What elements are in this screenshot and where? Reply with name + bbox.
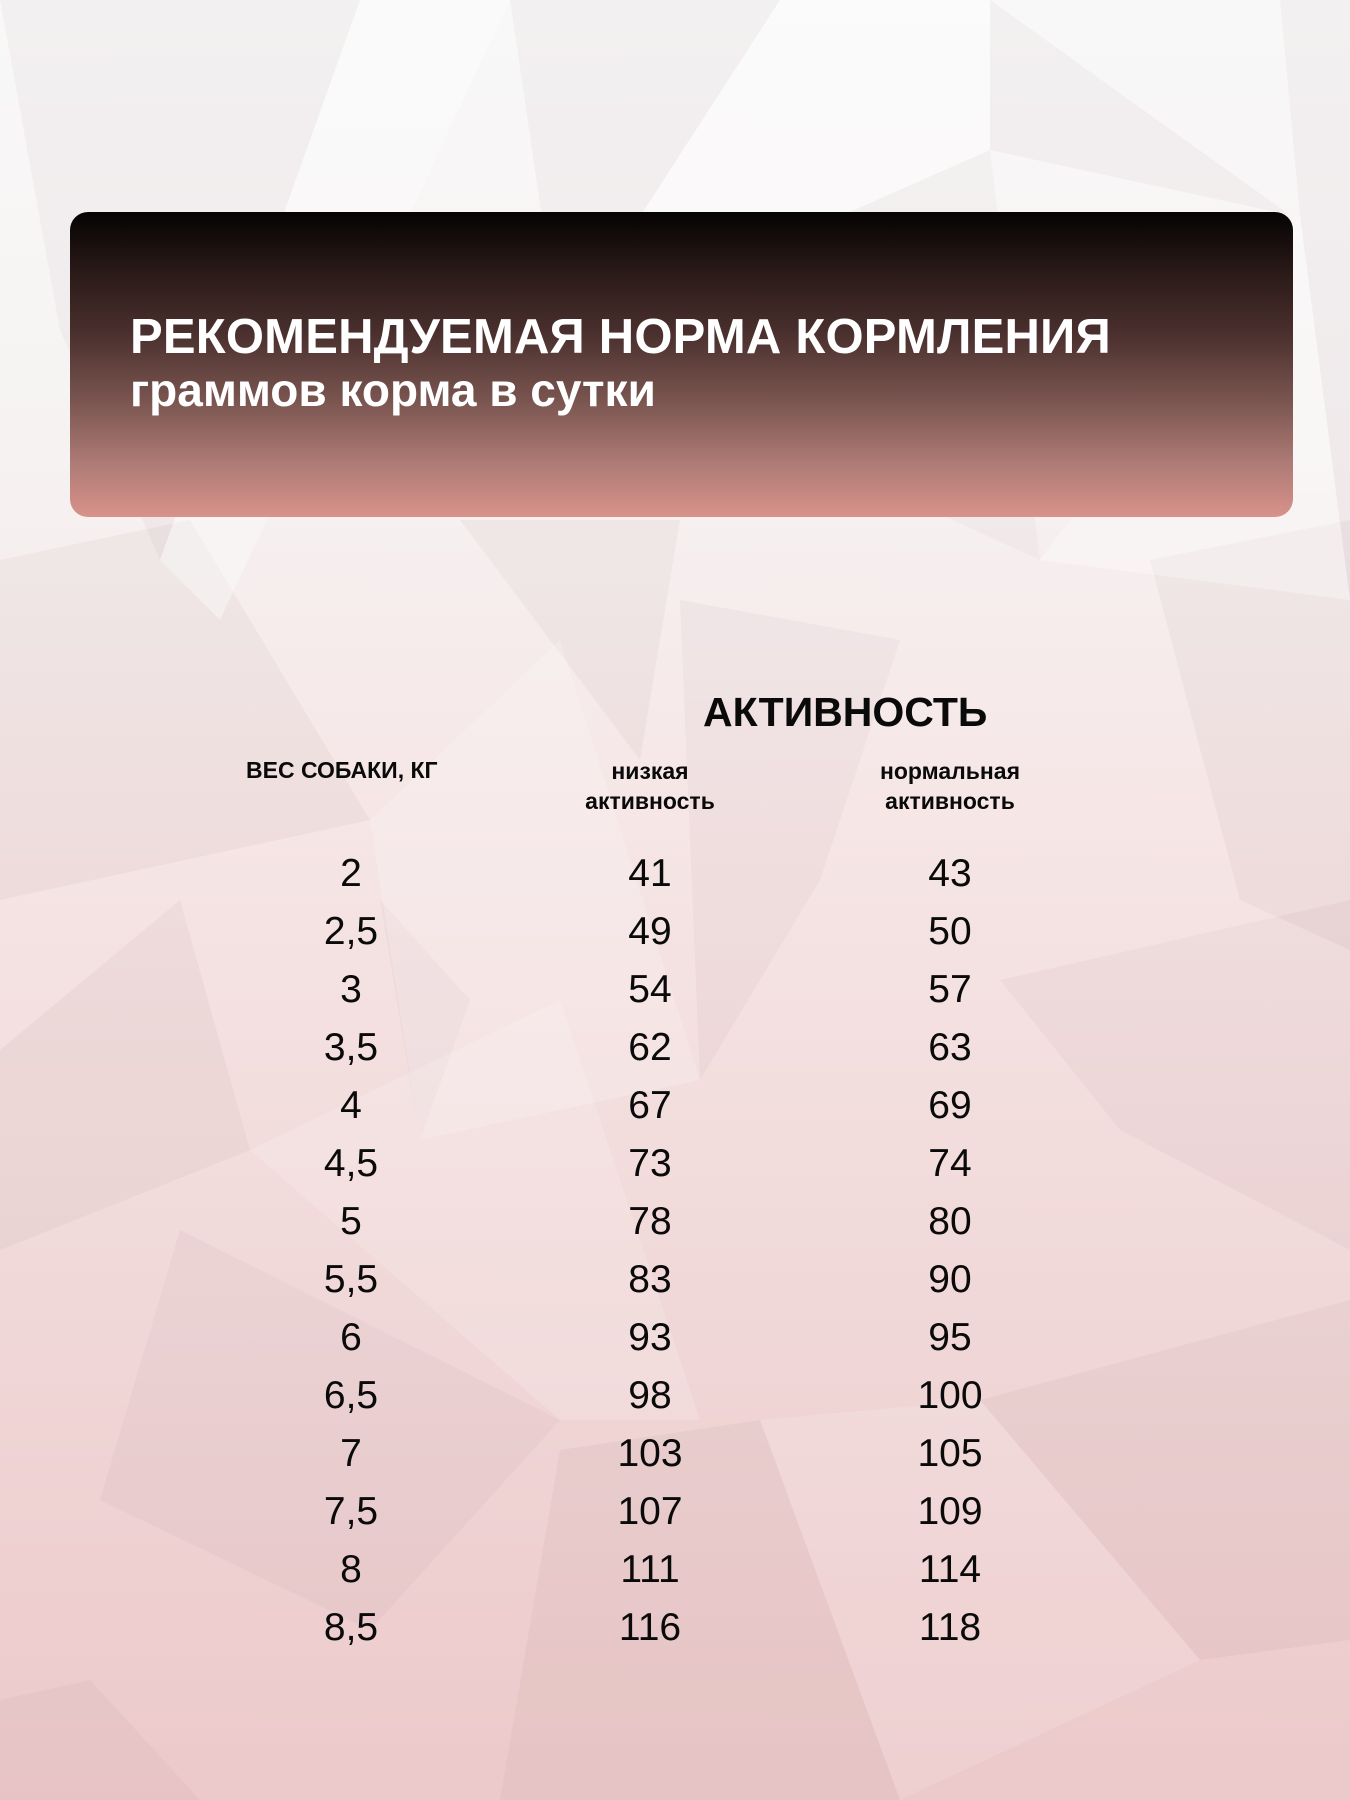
table-row xyxy=(0,1197,1350,1255)
cell-low-activity: 67 xyxy=(628,1084,672,1127)
cell-weight: 7,5 xyxy=(323,1490,379,1533)
cell-low-activity: 116 xyxy=(618,1606,682,1649)
cell-low-activity: 54 xyxy=(628,968,672,1011)
table-row xyxy=(0,1603,1350,1661)
cell-normal-activity: 114 xyxy=(918,1548,982,1591)
cell-normal-activity: 100 xyxy=(917,1374,983,1417)
cell-normal-activity: 105 xyxy=(917,1432,983,1475)
cell-normal-activity: 57 xyxy=(928,968,972,1011)
cell-weight: 8,5 xyxy=(323,1606,379,1649)
cell-weight: 6,5 xyxy=(323,1374,379,1417)
table-body xyxy=(0,849,1350,1661)
cell-normal-activity: 43 xyxy=(928,852,972,895)
cell-normal-activity: 95 xyxy=(928,1316,972,1359)
column-header-normal-line2: активность xyxy=(885,788,1015,814)
cell-low-activity: 103 xyxy=(617,1432,683,1475)
cell-low-activity: 78 xyxy=(628,1200,672,1243)
table-row xyxy=(0,1429,1350,1487)
cell-normal-activity: 50 xyxy=(928,910,972,953)
column-header-normal-line1: нормальная xyxy=(879,758,1021,784)
table-row xyxy=(0,1545,1350,1603)
cell-low-activity: 73 xyxy=(628,1142,672,1185)
table-row xyxy=(0,1371,1350,1429)
column-header-low-line1: низкая xyxy=(611,758,689,784)
cell-weight: 5,5 xyxy=(323,1258,379,1301)
cell-normal-activity: 118 xyxy=(918,1606,982,1649)
cell-normal-activity: 63 xyxy=(928,1026,972,1069)
cell-low-activity: 49 xyxy=(628,910,672,953)
cell-normal-activity: 80 xyxy=(928,1200,972,1243)
page-title: РЕКОМЕНДУЕМАЯ НОРМА КОРМЛЕНИЯ xyxy=(130,310,1111,364)
table-row xyxy=(0,1081,1350,1139)
cell-low-activity: 98 xyxy=(628,1374,672,1417)
activity-group-heading: АКТИВНОСТЬ xyxy=(703,689,988,735)
cell-weight: 2 xyxy=(340,852,362,895)
cell-weight: 7 xyxy=(340,1432,362,1475)
cell-low-activity: 93 xyxy=(628,1316,672,1359)
table-row xyxy=(0,907,1350,965)
table-row xyxy=(0,1023,1350,1081)
cell-weight: 4,5 xyxy=(323,1142,379,1185)
table-row xyxy=(0,1139,1350,1197)
column-header-low-activity xyxy=(550,756,750,816)
table-row xyxy=(0,965,1350,1023)
cell-weight: 3 xyxy=(340,968,362,1011)
cell-low-activity: 41 xyxy=(628,852,672,895)
page-subtitle: граммов корма в сутки xyxy=(130,364,656,416)
cell-normal-activity: 90 xyxy=(928,1258,972,1301)
table-row xyxy=(0,1255,1350,1313)
cell-low-activity: 107 xyxy=(617,1490,683,1533)
cell-low-activity: 83 xyxy=(628,1258,672,1301)
cell-weight: 8 xyxy=(340,1548,362,1591)
table-row xyxy=(0,849,1350,907)
cell-weight: 3,5 xyxy=(323,1026,379,1069)
cell-weight: 6 xyxy=(340,1316,362,1359)
table-row xyxy=(0,1487,1350,1545)
table-row xyxy=(0,1313,1350,1371)
column-header-weight: ВЕС СОБАКИ, КГ xyxy=(246,757,438,783)
cell-weight: 4 xyxy=(340,1084,362,1127)
column-header-normal-activity xyxy=(850,756,1050,816)
cell-normal-activity: 69 xyxy=(928,1084,972,1127)
cell-weight: 5 xyxy=(340,1200,362,1243)
column-header-low-line2: активность xyxy=(585,788,715,814)
cell-low-activity: 62 xyxy=(628,1026,672,1069)
cell-normal-activity: 109 xyxy=(917,1490,983,1533)
cell-weight: 2,5 xyxy=(323,910,379,953)
cell-low-activity: 111 xyxy=(620,1548,680,1591)
cell-normal-activity: 74 xyxy=(928,1142,972,1185)
